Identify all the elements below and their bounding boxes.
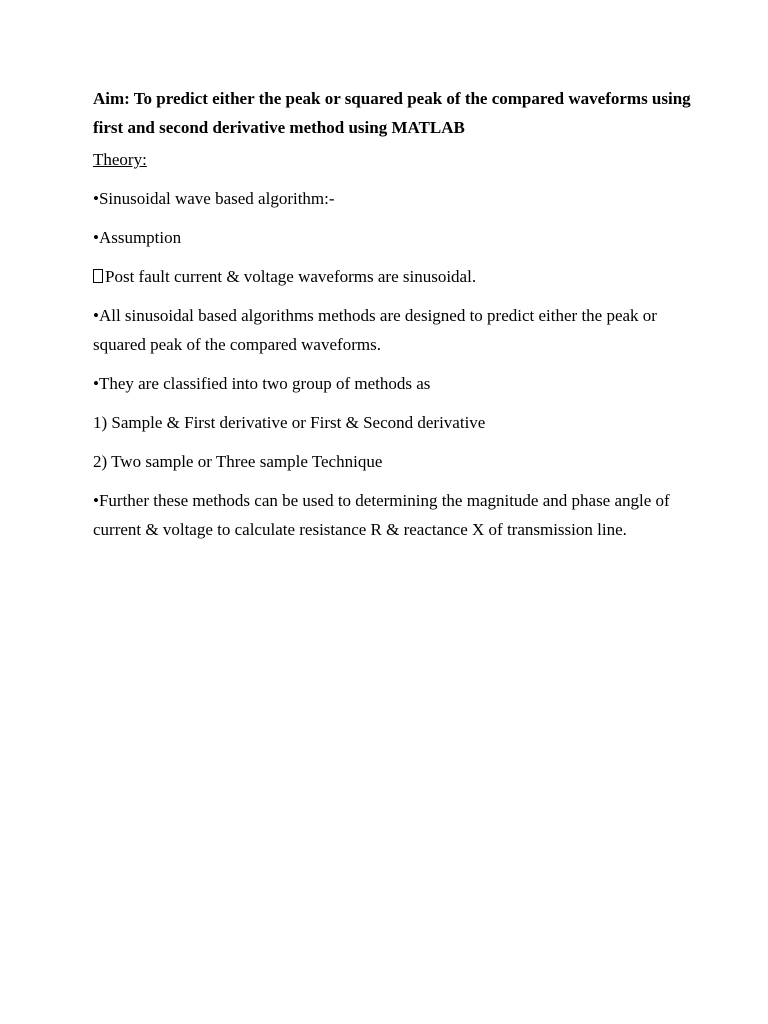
- paragraph-sinusoidal-algorithm: •Sinusoidal wave based algorithm:-: [93, 189, 335, 208]
- paragraph-further: •Further these methods can be used to determining the magnitude and phase angle of current & voltage to calculate resistance R & reactance X of transmission line.: [93, 491, 670, 539]
- document-page: [93, 84, 693, 554]
- theory-heading: Theory:: [93, 150, 147, 169]
- aim-heading: Aim: To predict either the peak or squared peak of the compared waveforms using first and second derivative method using MATLAB: [93, 89, 691, 137]
- paragraph-all-algorithms: •All sinusoidal based algorithms methods are designed to predict either the peak or squared peak of the compared waveforms.: [93, 306, 657, 354]
- paragraph-assumption: •Assumption: [93, 228, 182, 247]
- list-item-2: 2) Two sample or Three sample Technique: [93, 452, 383, 471]
- paragraph-post-fault-text: Post fault current & voltage waveforms are sinusoidal.: [105, 267, 477, 286]
- paragraph-post-fault: [93, 262, 693, 291]
- missing-glyph-box-icon: [93, 269, 103, 283]
- list-item-1: 1) Sample & First derivative or First & Second derivative: [93, 413, 486, 432]
- paragraph-classified: •They are classified into two group of methods as: [93, 374, 431, 393]
